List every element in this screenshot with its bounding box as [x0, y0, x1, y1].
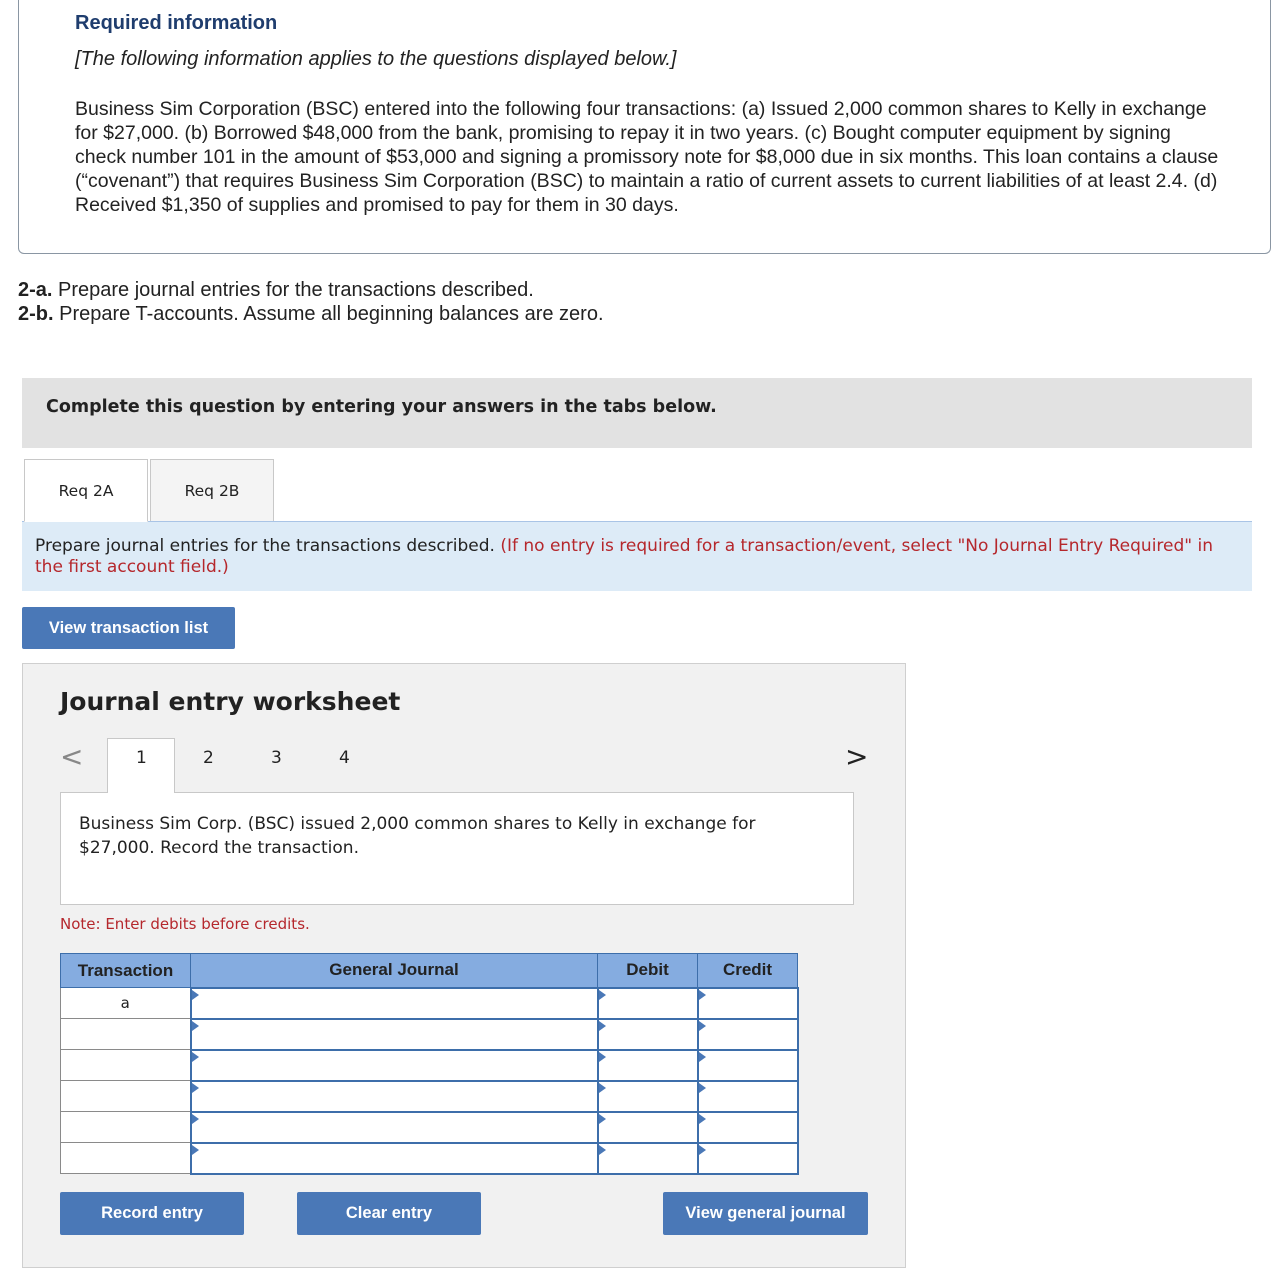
table-row [61, 1112, 798, 1143]
instructions-main: Prepare journal entries for the transactions described. [35, 536, 495, 556]
record-entry-button[interactable]: Record entry [60, 1192, 244, 1235]
credit-input[interactable] [698, 1019, 798, 1050]
transaction-cell [61, 1081, 191, 1112]
banner-text: Complete this question by entering your answers in the tabs below. [46, 397, 717, 417]
debit-input[interactable] [598, 988, 698, 1019]
header-general-journal: General Journal [191, 954, 598, 988]
account-select[interactable] [191, 1019, 598, 1050]
debit-input[interactable] [598, 1081, 698, 1112]
journal-table [60, 953, 799, 1175]
header-credit: Credit [698, 954, 798, 988]
header-debit: Debit [598, 954, 698, 988]
debit-input[interactable] [598, 1050, 698, 1081]
header-transaction: Transaction [61, 954, 191, 988]
page-2[interactable]: 2 [203, 748, 214, 768]
required-info-subtitle: [The following information applies to the questions displayed below.] [75, 48, 677, 70]
worksheet-title: Journal entry worksheet [60, 687, 401, 716]
table-row [61, 1050, 798, 1081]
table-row [61, 988, 798, 1019]
instruction-banner [22, 378, 1252, 448]
transaction-cell: a [61, 988, 191, 1019]
task-text: Prepare T-accounts. Assume all beginning balances are zero. [59, 303, 604, 325]
credit-input[interactable] [698, 988, 798, 1019]
tab-req-2b[interactable]: Req 2B [150, 459, 274, 522]
page-1[interactable]: 1 [136, 748, 147, 768]
debit-input[interactable] [598, 1112, 698, 1143]
credit-input[interactable] [698, 1112, 798, 1143]
task-label: 2-b. [18, 303, 54, 325]
debit-input[interactable] [598, 1019, 698, 1050]
table-row [61, 1081, 798, 1112]
transaction-cell [61, 1143, 191, 1174]
page-4[interactable]: 4 [339, 748, 350, 768]
table-row [61, 1019, 798, 1050]
account-select[interactable] [191, 1143, 598, 1174]
tab-req-2a[interactable]: Req 2A [24, 459, 148, 522]
chevron-right-icon[interactable]: > [845, 740, 869, 773]
instructions-hint: (If no entry is required for a transaction/event, select "No Journal Entry Required" in the first account field.) [35, 536, 1213, 577]
task-2a [18, 279, 534, 302]
view-general-journal-button[interactable]: View general journal [663, 1192, 868, 1235]
task-text: Prepare journal entries for the transactions described. [58, 279, 534, 301]
transaction-cell [61, 1112, 191, 1143]
required-info-paragraph: Business Sim Corporation (BSC) entered into the following four transactions: (a) Issued 2,000 common shares to Kelly in exchange for $27,000. (b) Borrowed $48,000 from the bank, promising to repay it in two years. (c) Bought computer equipment by signing check number 101 in the amount of $53,000 and signing a promissory note for $8,000 due in six months. This loan contains a clause (“covenant”) that requires Business Sim Corporation (BSC) to maintain a ratio of current assets to current liabilities of at least 2.4. (d) Received $1,350 of supplies and promised to pay for them in 30 days. [75, 98, 1219, 216]
debit-input[interactable] [598, 1143, 698, 1174]
chevron-left-icon[interactable]: < [60, 740, 84, 773]
view-transaction-list-button[interactable]: View transaction list [22, 607, 235, 649]
credit-input[interactable] [698, 1081, 798, 1112]
transaction-cell [61, 1019, 191, 1050]
note-text: Note: Enter debits before credits. [60, 915, 310, 933]
account-select[interactable] [191, 1112, 598, 1143]
account-select[interactable] [191, 1050, 598, 1081]
account-select[interactable] [191, 1081, 598, 1112]
credit-input[interactable] [698, 1143, 798, 1174]
transaction-cell [61, 1050, 191, 1081]
task-label: 2-a. [18, 279, 53, 301]
instructions-panel [22, 522, 1252, 591]
clear-entry-button[interactable]: Clear entry [297, 1192, 481, 1235]
transaction-description [60, 792, 854, 905]
account-select[interactable] [191, 988, 598, 1019]
task-2b [18, 303, 604, 326]
credit-input[interactable] [698, 1050, 798, 1081]
required-info-title: Required information [75, 12, 278, 34]
transaction-description-text: Business Sim Corp. (BSC) issued 2,000 common shares to Kelly in exchange for $27,000. Record the transaction. [79, 814, 756, 858]
page-3[interactable]: 3 [271, 748, 282, 768]
table-row [61, 1143, 798, 1174]
